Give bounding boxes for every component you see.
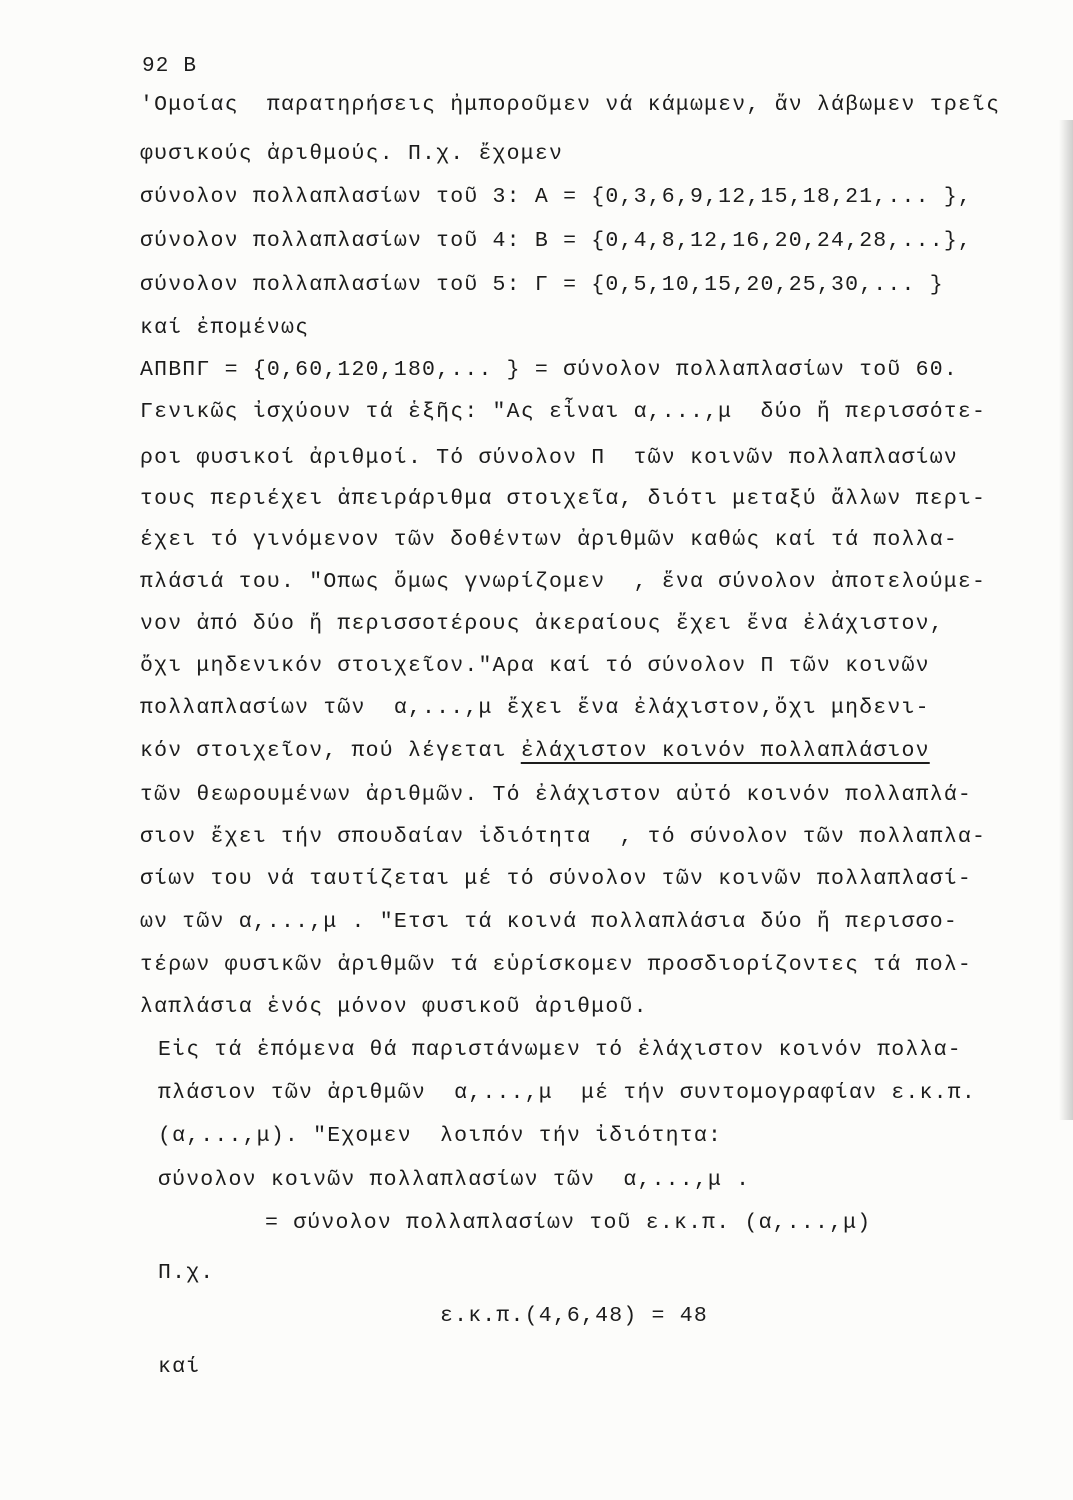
text-line-21: τέρων φυσικῶν ἀριθμῶν τά εὑρίσκομεν προσδιορίζοντες τά πολ-: [140, 953, 973, 977]
text-line-28: Π.χ.: [158, 1261, 215, 1285]
text-line-25: (α,...,μ). "Εχομεν λοιπόν τήν ἰδιότητα:: [158, 1124, 723, 1148]
text-line-10: τους περιέχει ἀπειράριθμα στοιχεῖα, διότι μεταξύ ἄλλων περι-: [140, 487, 987, 511]
text-line-16: [140, 741, 930, 763]
text-line-14: ὄχι μηδενικόν στοιχεῖον."Αρα καί τό σύνολον Π τῶν κοινῶν: [140, 654, 930, 678]
page-edge-shadow: [1059, 120, 1073, 1120]
text-line-18: σιον ἔχει τήν σπουδαίαν ἰδιότητα , τό σύνολον τῶν πολλαπλα-: [140, 825, 987, 849]
text-line-15: πολλαπλασίων τῶν α,...,μ ἔχει ἕνα ἐλάχιστον,ὄχι μηδενι-: [140, 696, 930, 720]
underlined-term: ἐλάχιστον κοινόν πολλαπλάσιον: [520, 739, 930, 763]
text-line-11: έχει τό γινόμενον τῶν δοθέντων ἀριθμῶν καθώς καί τά πολλα-: [140, 528, 958, 552]
page-number: 92 B: [142, 55, 198, 78]
example-formula: ε.κ.π.(4,6,48) = 48: [440, 1304, 708, 1328]
text-line-19: σίων του νά ταυτίζεται μέ τό σύνολον τῶν κοινῶν πολλαπλασί-: [140, 867, 973, 891]
text-line-1: 'Ομοίας παρατηρήσεις ἠμποροῦμεν νά κάμωμεν, ἄν λάβωμεν τρεῖς: [140, 93, 1001, 117]
text-line-5: σύνολον πολλαπλασίων τοῦ 5: Γ = {0,5,10,15,20,25,30,... }: [140, 273, 944, 297]
text-line-23: Εἰς τά ἑπόμενα θά παριστάνωμεν τό ἐλάχιστον κοινόν πολλα-: [158, 1038, 962, 1062]
text-line-20: ων τῶν α,...,μ . "Ετσι τά κοινά πολλαπλάσια δύο ἤ περισσο-: [140, 910, 958, 934]
text-line-13: νον ἀπό δύο ἤ περισσοτέρους ἀκεραίους ἔχει ἕνα ἐλάχιστον,: [140, 612, 944, 636]
text-line-30: καί: [158, 1355, 201, 1379]
text-line-8: Γενικῶς ἰσχύουν τά ἑξῆς: "Ας εἶναι α,...,μ δύο ἤ περισσότε-: [140, 400, 987, 424]
text-line-22: λαπλάσια ἑνός μόνον φυσικοῦ ἀριθμοῦ.: [140, 995, 648, 1019]
text-line-3: σύνολον πολλαπλασίων τοῦ 3: Α = {0,3,6,9,12,15,18,21,... },: [140, 185, 973, 209]
text-line-17: τῶν θεωρουμένων ἀριθμῶν. Τό ἐλάχιστον αὐτό κοινόν πολλαπλά-: [140, 783, 973, 807]
text-line-26: σύνολον κοινῶν πολλαπλασίων τῶν α,...,μ .: [158, 1168, 751, 1192]
text-line-16-lead: κόν στοιχεῖον, πού λέγεται: [140, 739, 521, 763]
text-line-27: = σύνολον πολλαπλασίων τοῦ ε.κ.π. (α,...,μ): [265, 1211, 872, 1235]
text-line-12: πλάσιά του. "Οπως ὅμως γνωρίζομεν , ἕνα σύνολον ἀποτελούμε-: [140, 570, 987, 594]
text-line-9: ροι φυσικοί ἀριθμοί. Τό σύνολον Π τῶν κοινῶν πολλαπλασίων: [140, 446, 958, 470]
text-line-2: φυσικούς ἀριθμούς. Π.χ. ἔχομεν: [140, 142, 564, 166]
text-line-4: σύνολον πολλαπλασίων τοῦ 4: Β = {0,4,8,12,16,20,24,28,...},: [140, 229, 973, 253]
text-line-24: πλάσιον τῶν ἀριθμῶν α,...,μ μέ τήν συντομογραφίαν ε.κ.π.: [158, 1081, 976, 1105]
text-line-7: ΑΠΒΠΓ = {0,60,120,180,... } = σύνολον πολλαπλασίων τοῦ 60.: [140, 358, 958, 382]
text-line-6: καί ἐπομένως: [140, 316, 310, 340]
